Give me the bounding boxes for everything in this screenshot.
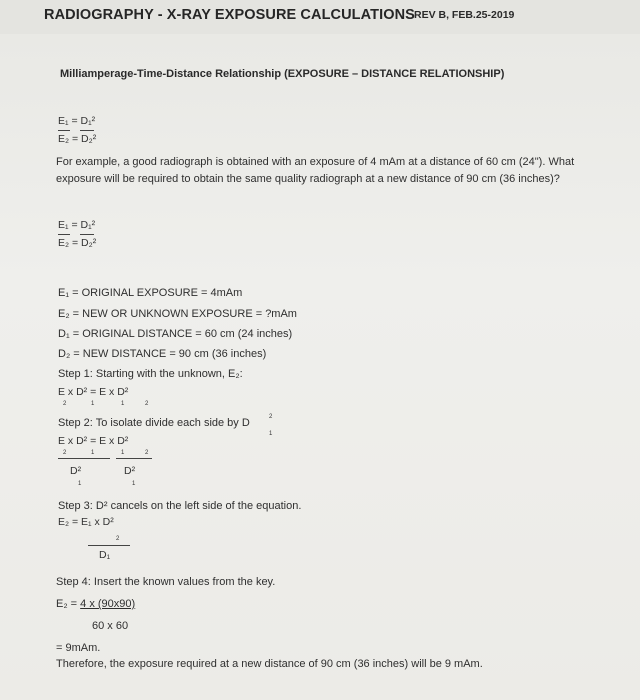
formula-numerator-repeat: E₁ = D₁² — [58, 219, 96, 231]
result-value: = 9mAm. — [56, 642, 101, 654]
definition-e1: E₁ = ORIGINAL EXPOSURE = 4mAm — [58, 287, 243, 299]
step1-label: Step 1: Starting with the unknown, E₂: — [58, 368, 243, 380]
step1-equation: E x D² = E x D² — [58, 386, 129, 398]
step3-equation: E₂ = E₁ x D² — [58, 516, 114, 528]
fraction-bar — [58, 234, 70, 235]
step4-prefix: E₂ = — [56, 598, 81, 610]
section-title: Milliamperage-Time-Distance Relationship (EXPOSURE – DISTANCE RELATIONSHIP) — [60, 68, 505, 80]
conclusion: Therefore, the exposure required at a new distance of 90 cm (36 inches) will be 9 mAm. — [56, 658, 483, 670]
step4-numerator: 4 x (90x90) — [80, 598, 136, 610]
step3-denominator: D₁ — [99, 549, 111, 561]
definition-d2: D₂ = NEW DISTANCE = 90 cm (36 inches) — [58, 348, 267, 360]
document-page: RADIOGRAPHY - X-RAY EXPOSURE CALCULATIONS REV B, FEB.25-2019 Milliamperage-Time-Distance Relationship (EXPOSURE – DISTANCE RELATIONSHIP) E₁ = D₁² E₂ = D₂² For example, a good radiograph is obtained with an exposure of 4 mAm at a distance of 60 cm (24"). What exposure will be required to obtain the same quality radiograph at a new distance of 90 cm (36 inches)? E₁ = D₁² E₂ = D₂² E₁ = ORIGINAL EXPOSURE = 4mAm E₂ = NEW OR UNKNOWN EXPOSURE = ?mAm D₁ = ORIGINAL DISTANCE = 60 cm (24 inches) D₂ = NEW DISTANCE = 90 cm (36 inches) Step 1: Starting with the unknown, E₂: E x D² = E x D² 2 1 1 2 Step 2: To isolate divide each side by D 2 1 E x D² = E x D² 2 1 1 2 D² D² 1 1 Step 3: D² cancels on the left side of the equation. E₂ = E₁ x D² 2 D₁ Step 4: Insert the known values from the key. E₂ = 4 x (90x90) 60 x 60 = 9mAm. Therefore, the exposure required at a new distance of 90 cm (36 inches) will be 9 mAm. — [0, 0, 640, 700]
formula-numerator: E₁ = D₁² — [58, 115, 96, 127]
fraction-bar — [58, 458, 110, 459]
example-paragraph: For example, a good radiograph is obtained with an exposure of 4 mAm at a distance of 60 cm (24"). What exposure will be required to obtain the same quality radiograph at a new distance of 90 cm (36 inches)? — [56, 156, 575, 185]
step2-left-denominator: D² — [70, 465, 82, 477]
revision-label: REV B, FEB.25-2019 — [414, 9, 515, 21]
step2-label: Step 2: To isolate divide each side by D — [58, 417, 250, 429]
step4-equation — [56, 598, 135, 610]
step4-label: Step 4: Insert the known values from the key. — [56, 576, 276, 588]
definition-d1: D₁ = ORIGINAL DISTANCE = 60 cm (24 inches) — [58, 328, 293, 340]
fraction-bar — [116, 458, 152, 459]
step3-label: Step 3: D² cancels on the left side of the equation. — [58, 500, 302, 512]
fraction-bar — [80, 234, 94, 235]
step4-denominator: 60 x 60 — [92, 620, 129, 632]
fraction-bar — [88, 545, 130, 546]
fraction-bar — [80, 130, 94, 131]
definition-e2: E₂ = NEW OR UNKNOWN EXPOSURE = ?mAm — [58, 308, 297, 320]
formula-denominator: E₂ = D₂² — [58, 133, 97, 145]
fraction-bar — [58, 130, 70, 131]
step2-right-denominator: D² — [124, 465, 136, 477]
document-title: RADIOGRAPHY - X-RAY EXPOSURE CALCULATIONS — [44, 7, 415, 23]
step2-equation: E x D² = E x D² — [58, 435, 129, 447]
formula-denominator-repeat: E₂ = D₂² — [58, 237, 97, 249]
